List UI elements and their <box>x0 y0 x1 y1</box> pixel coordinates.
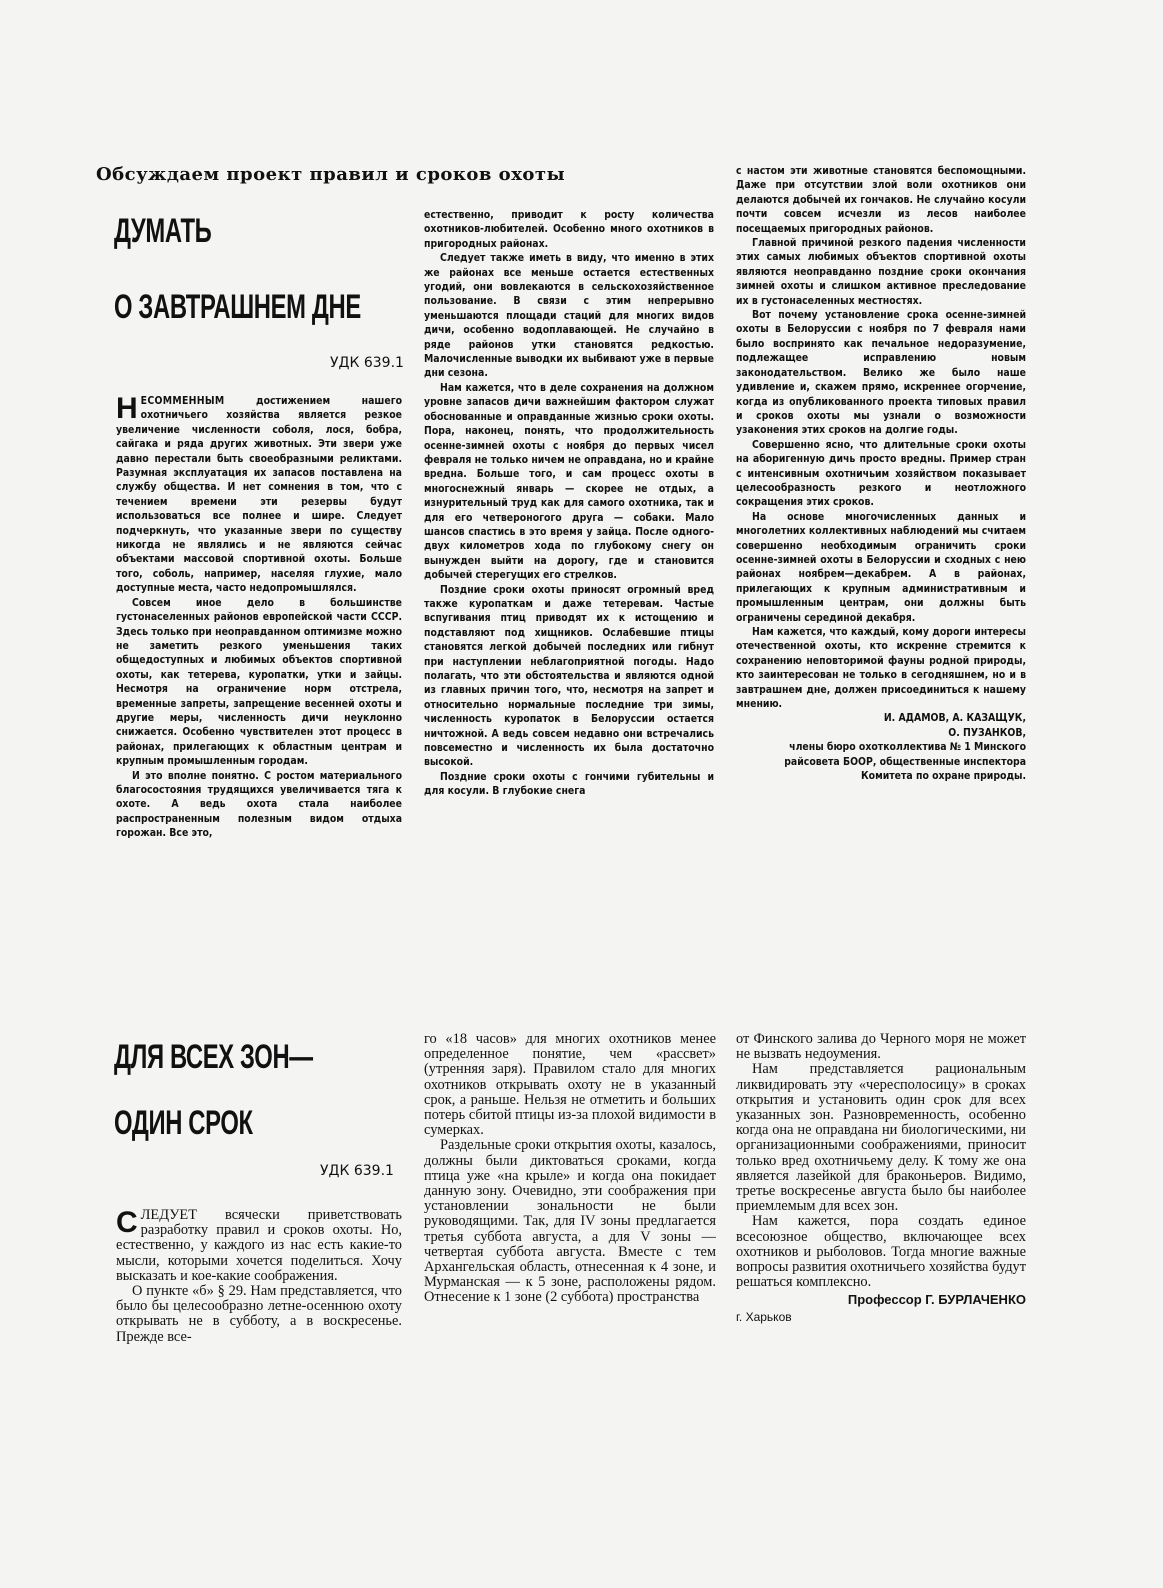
article2-c2p1: го «18 часов» для многих охотников менее определенное понятие, чем «рассвет» (утренняя заря). Правилом стало для многих охотников открывать охоту не в указанный срок, а раньше. Нельзя не отметить и больших потерь сбитой птицы из-за плохой видимости в сумерках. <box>424 1032 716 1139</box>
rubric-heading: Обсуждаем проект правил и сроков охоты <box>96 164 566 185</box>
article1-authors-desc: члены бюро охотколлектива № 1 Минского райсовета БООР, общественные инспектора Комитета по охране природы. <box>784 741 1026 783</box>
article1-c1p2: Совсем иное дело в большинстве густонаселенных районов европейской части СССР. Здесь только при неоправданном оптимизме можно не заметить резкого уменьшения таких общедоступных и любимых объектов спортивной охоты, как тетерева, куропатки, утки и зайцы. Несмотря на ограничение норм отстрела, временные запреты, запрещение весенней охоты и другие меры, численность дичи неуклонно снижается. Особенно чувствителен этот процесс в районах, прилегающих к областным центрам и крупным промышленным городам. <box>116 596 402 768</box>
article2-c3p1: от Финского залива до Черного моря не может не вызвать недоумения. <box>736 1032 1026 1063</box>
article1-c3p4: Совершенно ясно, что длительные сроки охоты на аборигенную дичь просто вредны. Пример стран с интенсивным охотничьим хозяйством показывает целесообразность резкого и неотложного сокращения этих сроков. <box>736 438 1026 509</box>
article2-c2p2: Раздельные сроки открытия охоты, казалось, должны были диктоваться сроками, когда птица уже «на крыле» и когда она покидает данную зону. Очевидно, эти соображения при установлении зональности не были руководящими. Так, для IV зоны предлагается третья суббота августа, а для V зоны — четвертая суббота августа. Вместе с тем Архангельская область, отнесенная к 4 зоне, и Мурманская — к 5 зоне, расположены рядом. Отнесение к 1 зоне (2 суббота) пространства <box>424 1137 716 1306</box>
article2-lead-word: ЛЕДУЕТ <box>140 1208 197 1223</box>
article2-title-line2: ОДИН СРОК <box>114 1104 253 1142</box>
article1-udk: УДК 639.1 <box>330 355 404 371</box>
article1-authors-line1: И. АДАМОВ, А. КАЗАЩУК, <box>883 712 1026 725</box>
article1-column-3 <box>736 164 1026 954</box>
article1-lead-word: ЕСОММЕННЫМ <box>140 395 225 407</box>
article2-udk: УДК 639.1 <box>320 1163 394 1179</box>
article2-column-1 <box>116 1208 402 1368</box>
article1-c1p1: достижением нашего охотничьего хозяйства является резкое увеличение численности соболя, лося, бобра, сайгака и ряда других животных. Эти звери уже давно перестали быть своеобразными реликтами. Разумная эксплуатация их запасов поставлена на службу общества. И нет сомнения в том, что с течением времени эти резервы будут использоваться все полнее и шире. Следует подчеркнуть, что указанные звери по существу никогда не являлись и не являются сейчас объектами массовой спортивной охоты. Больше того, соболь, например, населяя глухие, мало доступные места, часто недопромышлялся. <box>116 395 402 595</box>
article2-dropcap: С <box>116 1208 138 1239</box>
article2-c1p1: всячески приветствовать разработку правил и сроков охоты. Но, естественно, у каждого из нас есть какие-то мысли, которыми хочется поделиться. Хочу высказать и кое-какие соображения. <box>116 1208 402 1284</box>
article2-c1p2: О пункте «б» § 29. Нам представляется, что было бы целесообразно летне-осеннюю охоту открывать не в субботу, а в воскресенье. Прежде все- <box>116 1283 402 1345</box>
article2-title-line1: ДЛЯ ВСЕХ ЗОН— <box>114 1038 313 1076</box>
article1-c3p1: с настом эти животные становятся беспомощными. Даже при отсутствии злой воли охотников они делаются добычей их гончаков. Не случайно косули почти совсем исчезли из лесов наиболее посещаемых пригородных районов. <box>736 165 1026 235</box>
article1-authors-line2: О. ПУЗАНКОВ, <box>948 726 1026 739</box>
article1-c2p2: Следует также иметь в виду, что именно в этих же районах все меньше остается естественных угодий, они вовлекаются в сельскохозяйственное пользование. В связи с этим непрерывно уменьшаются площади стаций для многих видов дичи, особенно водоплавающей. Не случайно в ряде районов утки становятся редкостью. Малочисленные выводки их выбивают уже в первые дни сезона. <box>424 252 714 380</box>
article1-column-1 <box>116 394 402 954</box>
article1-c3p5: На основе многочисленных данных и многолетних коллективных наблюдений мы считаем совершенно необходимым ограничить сроки осенне-зимней охоты в Белоруссии и сходных с нею районах ноябрем—декабрем. А в районах, прилегающих к крупным административным и промышленным центрам, они должны быть ограничены серединой декабря. <box>736 510 1026 624</box>
article1-c2p4: Поздние сроки охоты приносят огромный вред также куропаткам и даже тетеревам. Частые вспугивания птиц приводят их к истощению и подставляют под хищников. Ослабевшие птицы становятся легкой добычей последних или гибнут при наступлении неблагоприятной погоды. Надо полагать, что эти обстоятельства и являются одной из главных причин того, что, несмотря на запрет и относительно нормальные последние три зимы, численность куропаток в Белоруссии остается ничтожной. А ведь совсем недавно они встречались повсеместно и численность их была достаточно высокой. <box>424 583 714 769</box>
article1-c1p3: И это вполне понятно. С ростом материального благосостояния трудящихся увеличивается тяга к охоте. А ведь охота стала наиболее распространенным полезным видом отдыха горожан. Все это, <box>116 769 402 840</box>
article1-title-line1: ДУМАТЬ <box>114 212 212 250</box>
article1-column-2 <box>424 208 714 948</box>
article2-column-3 <box>736 1032 1026 1370</box>
article1-c3p3: Вот почему установление срока осенне-зимней охоты в Белоруссии с ноября по 7 февраля нами было воспринято как печальное недоразумение, подлежащее исправлению новым законодательством. Велико же было наше удивление и, скажем прямо, искреннее огорчение, когда из опубликованного проекта типовых правил и сроков охоты мы узнали о возможности узаконения этих сроков на долгие годы. <box>736 309 1026 437</box>
article2-c3p3: Нам кажется, пора создать единое всесоюзное общество, включающее всех охотников и рыболовов. Тогда многие важные вопросы развития охотничьего хозяйства будут решаться комплексно. <box>736 1213 1026 1291</box>
article1-c2p1: естественно, приводит к росту количества охотников-любителей. Особенно много охотников в пригородных районах. <box>424 209 714 250</box>
article2-column-2 <box>424 1032 716 1370</box>
article1-dropcap: Н <box>116 394 138 425</box>
article2-lead-paragraph <box>116 1208 402 1284</box>
article1-c3p2: Главной причиной резкого падения численности этих самых любимых объектов спортивной охоты являются неоправданно поздние сроки окончания зимней охоты и слишком активное преследование их в густонаселенных местностях. <box>736 237 1026 307</box>
article1-c2p3: Нам кажется, что в деле сохранения на должном уровне запасов дичи важнейшим фактором служат обоснованные и оправданные жизнью сроки охоты. Пора, наконец, понять, что продолжительность осенне-зимней охоты с ноября до первых чисел февраля не только ничем не оправдана, но и крайне вредна. Больше того, и сам процесс охоты в многоснежный январь — скорее не отдых, а изнурительный труд как для самого охотника, так и для его четвероногого друга — собаки. Мало шансов спастись в это время у зайца. После одного-двух километров хода по глубокому снегу он вынужден выйти на дорогу, где и становится добычей стерегущих его стрелков. <box>424 381 714 582</box>
article1-c2p5: Поздние сроки охоты с гончими губительны и для косули. В глубокие снега <box>424 770 714 798</box>
article2-place: г. Харьков <box>736 1309 792 1324</box>
article2-author: Профессор Г. БУРЛАЧЕНКО <box>847 1292 1026 1308</box>
article1-title-line2: О ЗАВТРАШНЕМ ДНЕ <box>114 288 361 326</box>
article2-c3p2: Нам представляется рациональным ликвидировать эту «чересполосицу» в сроках открытия и установить один срок для всех указанных зон. Разновременность, особенно когда она не оправдана ни биологическими, ни организационными соображениями, приносит только вред охотничьему делу. К тому же она является лазейкой для браконьеров. Видимо, третье воскресенье августа было бы наиболее приемлемым для всех зон. <box>736 1061 1026 1215</box>
article1-lead-paragraph <box>116 394 402 596</box>
article1-c3p6: Нам кажется, что каждый, кому дороги интересы отечественной охоты, кто искренне стремится к сохранению неповторимой фауны родной природы, кто заинтересован не только в сегодняшнем, но и в завтрашнем дне, должен присоединиться к нашему мнению. <box>736 626 1026 711</box>
